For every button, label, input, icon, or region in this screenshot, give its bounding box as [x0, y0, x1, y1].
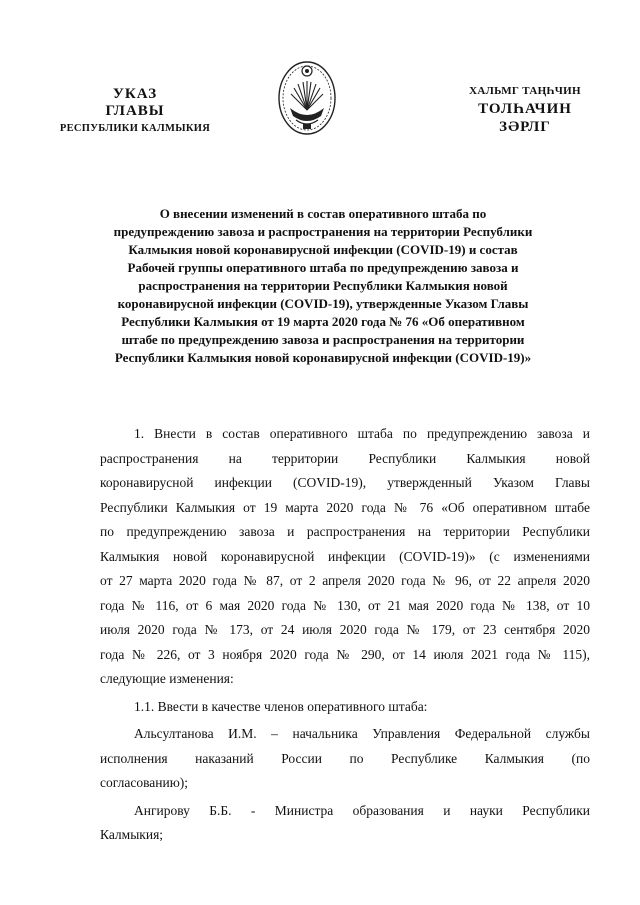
paragraph-line: 1. Внести в состав оперативного штаба по предупреждению завоза и [134, 426, 590, 441]
paragraph [100, 722, 590, 796]
paragraph-line: года № 226, от 3 ноября 2020 года № 290, от 14 июля 2021 года № 115), [100, 646, 590, 662]
paragraph-line: Калмыкия новой коронавирусной инфекции (COVID-19)» (с изменениями [100, 548, 590, 564]
paragraph-line: июля 2020 года № 173, от 24 июля 2020 года № 179, от 23 сентября 2020 [100, 622, 590, 637]
paragraph-line: Республики Калмыкия от 19 марта 2020 года № 76 «Об оперативном штабе [100, 499, 590, 515]
title-line: Рабочей группы оперативного штаба по предупреждению завоза и [127, 260, 519, 275]
paragraph-line: года № 116, от 6 мая 2020 года № 130, от 21 мая 2020 года № 138, от 10 [100, 597, 590, 613]
paragraph-line: распространения на территории Республики Калмыкия новой [100, 450, 590, 466]
paragraph [100, 799, 590, 848]
title-line: распространения на территории Республики Калмыкия новой [138, 278, 508, 293]
title-line: Республики Калмыкия новой коронавирусной инфекции (COVID-19)» [114, 350, 532, 365]
title-line: штабе по предупреждению завоза и распространения на территории [121, 332, 525, 347]
header-left [40, 86, 230, 137]
header-right-line-3: ЗӘРЛГ [499, 119, 551, 135]
title-line: Республики Калмыкия от 19 марта 2020 года № 76 «Об оперативном [121, 314, 525, 329]
paragraph-line: Ангирову Б.Б. - Министра образования и науки Республики [134, 802, 590, 818]
kalmykia-coat-of-arms-icon [276, 58, 338, 138]
document-body [100, 422, 590, 851]
header-left-line-2: ГЛАВЫ [105, 103, 165, 119]
header-right-line-2: ТОЛҺАЧИН [478, 101, 572, 117]
paragraph-line: исполнения наказаний России по Республике Калмыкия (по [100, 750, 590, 766]
header-left-line-3: РЕСПУБЛИКИ КАЛМЫКИЯ [59, 123, 211, 134]
paragraph-line: коронавирусной инфекции (COVID-19), утвержденный Указом Главы [100, 475, 590, 490]
header-right [440, 82, 610, 136]
title-line: О внесении изменений в состав оперативного штаба по [159, 206, 487, 221]
paragraph-line: по предупреждению завоза и распространения на территории Республики [100, 524, 590, 539]
document-title [80, 205, 566, 367]
title-line: коронавирусной инфекции (COVID-19), утвержденные Указом Главы [117, 296, 529, 311]
header-right-line-1: ХАЛЬМГ ТАҢҺЧИН [469, 85, 581, 97]
paragraph-gap [100, 848, 590, 851]
title-line: предупреждению завоза и распространения на территории Республики [113, 224, 533, 239]
paragraph [100, 422, 590, 692]
paragraph-line: 1.1. Ввести в качестве членов оперативного штаба: [134, 698, 428, 714]
title-line: Калмыкия новой коронавирусной инфекции (COVID-19) и состав [128, 242, 518, 257]
paragraph-line: следующие изменения: [100, 671, 234, 686]
paragraph-line: согласованию); [100, 775, 189, 790]
paragraph-line: от 27 марта 2020 года № 87, от 2 апреля 2020 года № 96, от 22 апреля 2020 [100, 573, 590, 588]
paragraph-line: Калмыкия; [100, 827, 164, 842]
paragraph-line: Альсултанова И.М. – начальника Управления Федеральной службы [134, 726, 590, 741]
header-left-line-1: УКАЗ [112, 86, 158, 102]
paragraph [100, 695, 590, 720]
